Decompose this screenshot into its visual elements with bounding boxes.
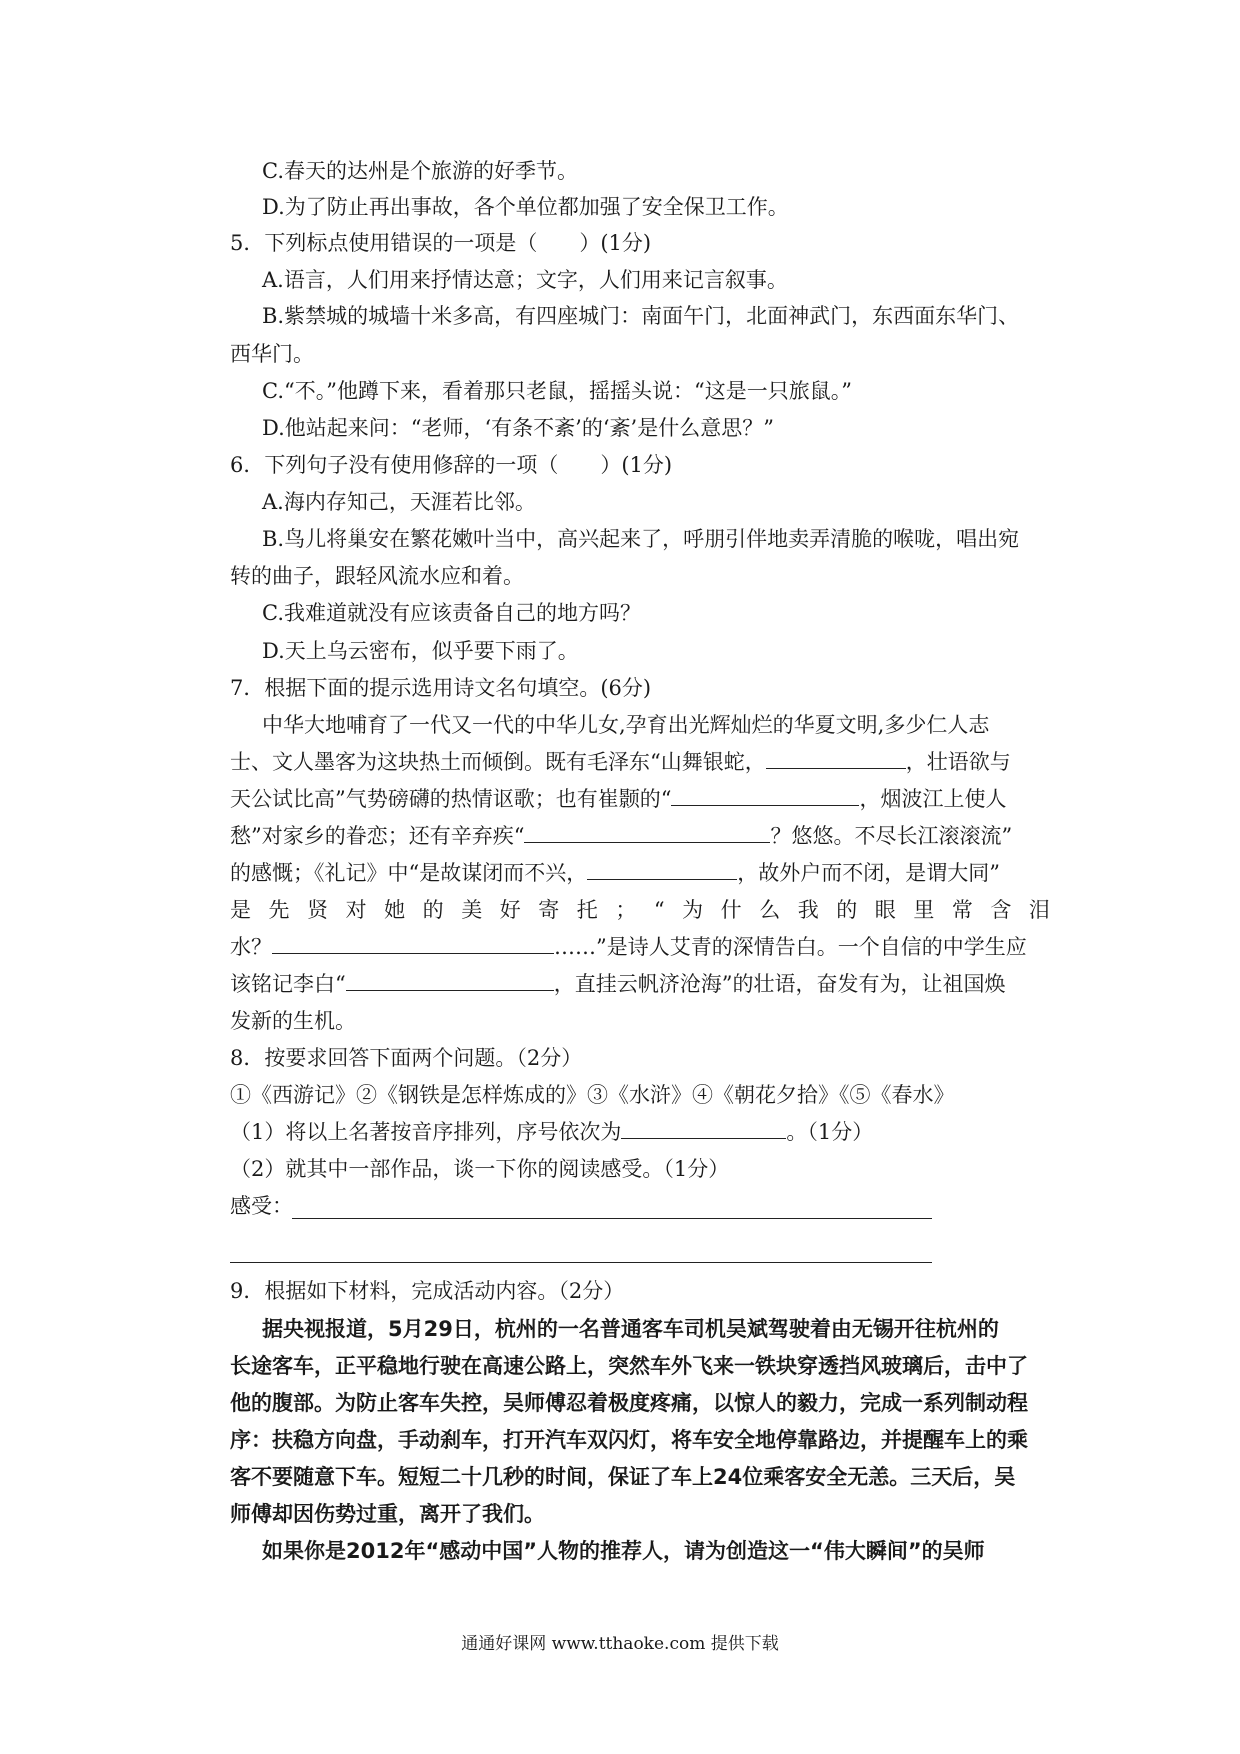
q7-char: 贤 bbox=[307, 898, 329, 922]
q9-para-6: 师傅却因伤势过重，离开了我们。 bbox=[230, 1502, 545, 1526]
q7-line-3 bbox=[230, 784, 1006, 814]
q9-para-1: 据央视报道，5月29日，杭州的一名普通客车司机吴斌驾驶着由无锡开往杭州的 bbox=[262, 1317, 999, 1341]
q7-text: ，故外户而不闭，是谓大同” bbox=[737, 861, 1000, 885]
q6-option-b: B.鸟儿将巢安在繁花嫩叶当中，高兴起来了，呼朋引伴地卖弄清脆的喉咙，唱出宛 bbox=[262, 527, 1020, 551]
answer-line-1[interactable] bbox=[292, 1218, 932, 1219]
q7-char: 托 bbox=[576, 898, 598, 922]
q8-feeling-label: 感受： bbox=[230, 1194, 293, 1218]
q7-text: 愁”对家乡的眷恋；还有辛弃疾“ bbox=[230, 824, 525, 848]
q7-text: 天公试比高”气势磅礴的热情讴歌；也有崔颢的“ bbox=[230, 787, 672, 811]
q7-line-7 bbox=[230, 932, 1027, 962]
q7-text: 士、文人墨客为这块热土而倾倒。既有毛泽东“山舞银蛇， bbox=[230, 750, 766, 774]
q6-option-a: A.海内存知己，天涯若比邻。 bbox=[262, 490, 536, 514]
q7-char: 眼 bbox=[874, 898, 896, 922]
q7-stem: 7．根据下面的提示选用诗文名句填空。(6分) bbox=[230, 676, 652, 700]
q7-char: 对 bbox=[345, 898, 367, 922]
q7-char: “ bbox=[653, 898, 665, 922]
q6-stem: 6．下列句子没有使用修辞的一项（ ）(1分) bbox=[230, 453, 673, 477]
fill-blank-3[interactable] bbox=[524, 822, 770, 843]
q8-text: 。（1分） bbox=[786, 1120, 874, 1144]
fill-blank-1[interactable] bbox=[766, 748, 906, 769]
fill-blank-2[interactable] bbox=[671, 785, 859, 806]
q7-char: 好 bbox=[499, 898, 521, 922]
q7-char: 是 bbox=[230, 898, 251, 922]
q8-book-list: ①《西游记》②《钢铁是怎样炼成的》③《水浒》④《朝花夕拾》《⑤《春水》 bbox=[230, 1083, 955, 1107]
q7-char: 里 bbox=[913, 898, 935, 922]
q8-part-1 bbox=[230, 1117, 873, 1147]
q5-option-c: C.“不。”他蹲下来，看着那只老鼠，摇摇头说：“这是一只旅鼠。” bbox=[262, 379, 852, 403]
q9-para-5: 客不要随意下车。短短二十几秒的时间，保证了车上24位乘客安全无恙。三天后，吴 bbox=[230, 1465, 1016, 1489]
q7-text: ，壮语欲与 bbox=[905, 750, 1011, 774]
q7-char: 泪 bbox=[1028, 898, 1050, 922]
q7-char: 的 bbox=[422, 898, 444, 922]
q6-option-b-cont: 转的曲子，跟轻风流水应和着。 bbox=[230, 564, 524, 588]
q7-text: ？悠悠。不尽长江滚滚流” bbox=[770, 824, 1013, 848]
q5-stem: 5．下列标点使用错误的一项是（ ）(1分) bbox=[230, 231, 652, 255]
q7-line-2 bbox=[230, 747, 1011, 777]
q7-char: 她 bbox=[384, 898, 406, 922]
q7-text: ，直挂云帆济沧海”的壮语，奋发有为，让祖国焕 bbox=[553, 972, 1006, 996]
q7-line-9: 发新的生机。 bbox=[230, 1009, 356, 1033]
q4-option-c: C.春天的达州是个旅游的好季节。 bbox=[262, 159, 578, 183]
q7-line-5 bbox=[230, 858, 1000, 888]
q7-char: 先 bbox=[268, 898, 290, 922]
q5-option-b-cont: 西华门。 bbox=[230, 342, 314, 366]
fill-blank-4[interactable] bbox=[587, 859, 737, 880]
q7-char: 常 bbox=[951, 898, 973, 922]
q7-text: 水？ bbox=[230, 935, 272, 959]
fill-blank-6[interactable] bbox=[346, 970, 554, 991]
q7-char: ； bbox=[615, 898, 637, 922]
q7-line-1: 中华大地哺育了一代又一代的中华儿女,孕育出光辉灿烂的华夏文明,多少仁人志 bbox=[262, 713, 990, 737]
q7-char: 美 bbox=[461, 898, 483, 922]
q9-para-7: 如果你是2012年“感动中国”人物的推荐人，请为创造这一“伟大瞬间”的吴师 bbox=[262, 1539, 985, 1563]
fill-blank-order[interactable] bbox=[621, 1118, 786, 1139]
q7-text: ，烟波江上使人 bbox=[859, 787, 1007, 811]
q7-char: 么 bbox=[759, 898, 781, 922]
q7-char: 的 bbox=[836, 898, 858, 922]
answer-line-2[interactable] bbox=[230, 1262, 932, 1263]
q8-stem: 8．按要求回答下面两个问题。（2分） bbox=[230, 1046, 583, 1070]
q7-text: 该铭记李白“ bbox=[230, 972, 346, 996]
q7-char: 为 bbox=[682, 898, 704, 922]
q7-char: 什 bbox=[720, 898, 742, 922]
q9-stem: 9．根据如下材料，完成活动内容。（2分） bbox=[230, 1279, 625, 1303]
q5-option-a: A.语言，人们用来抒情达意；文字，人们用来记言叙事。 bbox=[262, 268, 788, 292]
q6-option-d: D.天上乌云密布，似乎要下雨了。 bbox=[262, 639, 579, 663]
q8-part-2: （2）就其中一部作品，谈一下你的阅读感受。（1分） bbox=[230, 1157, 730, 1181]
q8-text: （1）将以上名著按音序排列，序号依次为 bbox=[230, 1120, 622, 1144]
q9-para-3: 他的腹部。为防止客车失控，吴师傅忍着极度疼痛，以惊人的毅力，完成一系列制动程 bbox=[230, 1391, 1028, 1415]
q7-line-8 bbox=[230, 969, 1005, 999]
q7-line-4 bbox=[230, 821, 1012, 851]
q7-line-6 bbox=[230, 895, 1050, 925]
q7-text: ……”是诗人艾青的深情告白。一个自信的中学生应 bbox=[554, 935, 1027, 959]
q7-char: 含 bbox=[990, 898, 1012, 922]
q7-text: 的感慨；《礼记》中“是故谋闭而不兴， bbox=[230, 861, 588, 885]
q7-char: 我 bbox=[797, 898, 819, 922]
q9-para-4: 序：扶稳方向盘，手动刹车，打开汽车双闪灯，将车安全地停靠路边，并提醒车上的乘 bbox=[230, 1428, 1028, 1452]
q7-char: 寄 bbox=[538, 898, 560, 922]
q5-option-b: B.紫禁城的城墙十米多高，有四座城门：南面午门，北面神武门，东西面东华门、 bbox=[262, 304, 1020, 328]
q6-option-c: C.我难道就没有应该责备自己的地方吗？ bbox=[262, 601, 641, 625]
q5-option-d: D.他站起来问：“老师，‘有条不紊’的‘紊’是什么意思？” bbox=[262, 416, 774, 440]
fill-blank-5[interactable] bbox=[272, 933, 554, 954]
q4-option-d: D.为了防止再出事故，各个单位都加强了安全保卫工作。 bbox=[262, 195, 789, 219]
q9-para-2: 长途客车，正平稳地行驶在高速公路上，突然车外飞来一铁块穿透挡风玻璃后，击中了 bbox=[230, 1354, 1028, 1378]
page-footer: 通通好课网 www.tthaoke.com 提供下载 bbox=[461, 1634, 779, 1654]
